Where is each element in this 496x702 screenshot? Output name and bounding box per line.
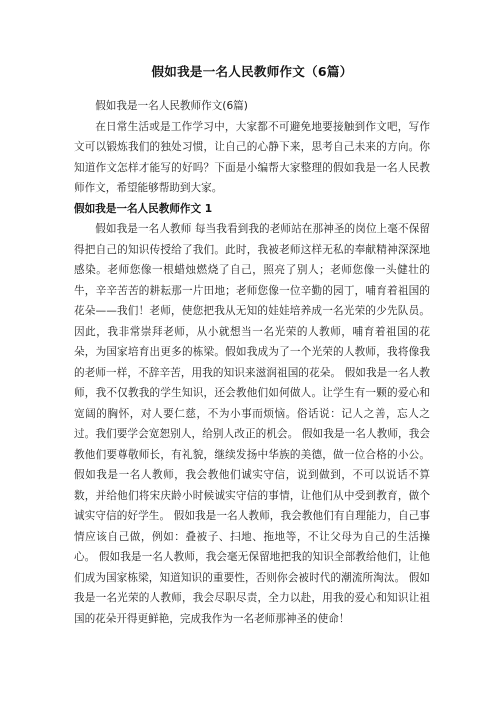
subtitle-line: 假如我是一名人民教师作文(6篇) bbox=[95, 100, 248, 112]
document-title: 假如我是一名人民教师作文（6篇） bbox=[151, 64, 353, 79]
section-heading: 假如我是一名人民教师作文 1 bbox=[74, 202, 213, 215]
body-paragraph: 假如我是一名人教师 每当我看到我的老师站在那神圣的岗位上毫不保留得把自己的知识传授给了我们。此时，我被老师这样无私的奉献精神深深地感染。老师您像一根蜡烛燃烧了自己，照亮了别人；老师您像一头健壮的牛，辛辛苦苦的耕耘那一片田地；老师您像一位辛勤的园丁，哺育着祖国的花朵——我们！老师，使您把我从无知的娃娃培养成一名光荣的少先队员。因此，我非常崇拜老师，从小就想当一名光荣的人教师，哺育着祖国的花朵，为国家培育出更多的栋梁。假如我成为了一个光荣的人教师，我将像我的老师一样，不辞辛苦，用我的知识来滋润祖国的花朵。 假如我是一名人教师，我不仅教我的学生知识，还会教他们如何做人。让学生有一颗的爱心和宽阔的胸怀，对人要仁慈，不为小事而烦恼。俗话说：记人之善，忘人之过。我们要学会宽恕别人，给别人改正的机会。 假如我是一名人教师，我会教他们要尊敬师长，有礼貌，继续发扬中华族的美德，做一位合格的小公。假如我是一名人教师，我会教他们诚实守信，说到做到，不可以说话不算数，并给他们将宋庆龄小时候诚实守信的事情，让他们从中受到教育，做个诚实守信的好学生。 假如我是一名人教师，我会教他们有自理能力，自己事情应该自己做，例如：叠被子、扫地、拖地等，不让父母为自己的生活操心。 假如我是一名人教师，我会毫无保留地把我的知识全部教给他们，让他们成为国家栋梁，知道知识的重要性，否则你会被时代的潮流所淘汰。 假如我是一名光荣的人教师，我会尽职尽责，全力以赴，用我的爱心和知识让祖国的花朵开得更鲜艳，完成我作为一名老师那神圣的使命！ bbox=[74, 223, 430, 625]
intro-paragraph: 在日常生活或是工作学习中，大家都不可避免地要接触到作文吧，写作文可以锻炼我们的独处习惯，让自己的心静下来，思考自己未来的方向。你知道作文怎样才能写的好吗？下面是小编帮大家整理的假如我是一名人民教师作文，希望能够帮助到大家。 bbox=[74, 120, 430, 194]
